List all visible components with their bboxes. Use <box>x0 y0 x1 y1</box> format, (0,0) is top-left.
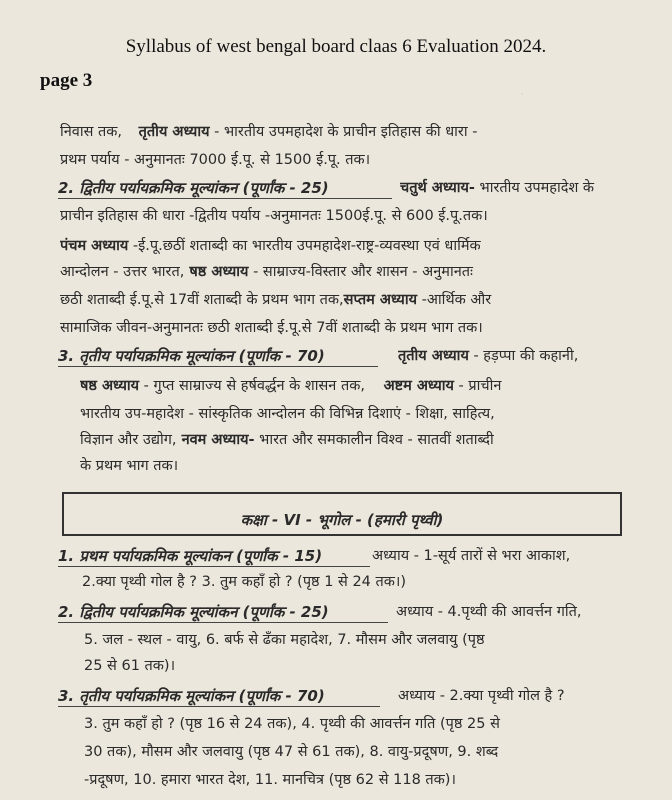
geo-section-heading-3: 3. तृतीय पर्यायक्रमिक मूल्यांकन (पूर्णांक - 70) <box>58 687 325 705</box>
underline <box>58 198 392 199</box>
chapter-label: षष्ठ अध्याय <box>184 264 249 280</box>
underline <box>58 566 370 567</box>
page-number: page 3 <box>40 70 93 91</box>
text: - हड़प्पा की कहानी, <box>468 348 579 364</box>
text: आन्दोलन - उत्तर भारत, <box>60 264 185 280</box>
s2-line-1 <box>400 178 660 198</box>
chapter-label: चतुर्थ अध्याय- <box>400 180 475 196</box>
s1-line-1 <box>60 122 660 142</box>
chapter-label: अष्टम अध्याय <box>383 378 454 394</box>
geography-title: कक्षा - VI - भूगोल - (हमारी पृथ्वी) <box>240 511 444 529</box>
text: - गुप्त साम्राज्य से हर्षवर्द्धन के शासन तक, <box>139 378 365 394</box>
text: निवास तक, <box>60 124 123 140</box>
underline <box>58 366 378 367</box>
s2-line-4 <box>60 262 660 282</box>
text: -आर्थिक और <box>417 292 492 308</box>
geo-section-heading-1: 1. प्रथम पर्यायक्रमिक मूल्यांकन (पूर्णांक - 15) <box>58 547 323 565</box>
s2-line-5 <box>60 290 660 310</box>
underline <box>58 706 380 707</box>
chapter-label: तृतीय अध्याय <box>398 348 469 364</box>
text: - साम्राज्य-विस्तार और शासन - अनुमानतः <box>248 264 473 280</box>
s3-line-4 <box>80 430 660 450</box>
geo-s2-line-1: अध्याय - 4.पृथ्वी की आवर्त्तन गति, <box>396 604 582 620</box>
section-heading-3: 3. तृतीय पर्यायक्रमिक मूल्यांकन (पूर्णांक - 70) <box>58 347 325 365</box>
s3-line-2 <box>80 376 660 396</box>
geo-s3-line-1: अध्याय - 2.क्या पृथ्वी गोल है ? <box>398 688 565 704</box>
text: - भारतीय उपमहादेश के प्राचीन इतिहास की धारा - <box>214 124 478 140</box>
geo-s1-line-2: 2.क्या पृथ्वी गोल है ? 3. तुम कहाँ हो ? (पृष्ठ 1 से 24 तक।) <box>82 574 407 590</box>
s2-line-2: प्राचीन इतिहास की धारा -द्वितीय पर्याय -अनुमानतः 1500ई.पू. से 600 ई.पू.तक। <box>60 208 488 224</box>
geo-s3-line-2: 3. तुम कहाँ हो ? (पृष्ठ 16 से 24 तक), 4. पृथ्वी की आवर्त्तन गति (पृष्ठ 25 से <box>84 716 500 732</box>
chapter-label: तृतीय अध्याय <box>138 124 210 140</box>
section-heading-2: 2. द्वितीय पर्यायक्रमिक मूल्यांकन (पूर्णांक - 25) <box>58 179 329 197</box>
text: - प्राचीन <box>453 378 502 394</box>
bleed-through: · <box>520 88 525 103</box>
text: छठी शताब्दी ई.पू.से 17वीं शताब्दी के प्रथम भाग तक, <box>60 292 344 308</box>
text: भारत और समकालीन विश्व - सातवीं शताब्दी <box>254 432 494 448</box>
s3-line-3: भारतीय उप-महादेश - सांस्कृतिक आन्दोलन की विभिन्न दिशाएं - शिक्षा, साहित्य, <box>80 406 495 422</box>
s2-line-3 <box>60 236 660 256</box>
underline <box>58 622 388 623</box>
s3-line-5: के प्रथम भाग तक। <box>80 458 179 474</box>
text: -ई.पू.छठीं शताब्दी का भारतीय उपमहादेश-राष्ट्र-व्यवस्था एवं धार्मिक <box>128 238 481 254</box>
s1-line-2: प्रथम पर्याय - अनुमानतः 7000 ई.पू. से 1500 ई.पू. तक। <box>60 152 371 168</box>
chapter-label: नवम अध्याय- <box>176 432 255 448</box>
geo-section-heading-2: 2. द्वितीय पर्यायक्रमिक मूल्यांकन (पूर्णांक - 25) <box>58 603 329 621</box>
text: भारतीय उपमहादेश के <box>474 180 595 196</box>
geo-s2-line-3: 25 से 61 तक)। <box>84 658 176 674</box>
chapter-label: सप्तम अध्याय <box>343 292 417 308</box>
chapter-label: पंचम अध्याय <box>60 238 129 254</box>
geo-s1-line-1: अध्याय - 1-सूर्य तारों से भरा आकाश, <box>372 548 571 564</box>
text: विज्ञान और उद्योग, <box>80 432 177 448</box>
geo-s3-line-4: -प्रदूषण, 10. हमारा भारत देश, 11. मानचित्र (पृष्ठ 62 से 118 तक)। <box>84 772 456 788</box>
page-title: Syllabus of west bengal board claas 6 Evaluation 2024. <box>125 36 547 57</box>
geo-s3-line-3: 30 तक), मौसम और जलवायु (पृष्ठ 47 से 61 तक), 8. वायु-प्रदूषण, 9. शब्द <box>84 744 499 760</box>
s3-line-1 <box>398 346 660 366</box>
geo-s2-line-2: 5. जल - स्थल - वायु, 6. बर्फ से ढँका महादेश, 7. मौसम और जलवायु (पृष्ठ <box>84 632 485 648</box>
s2-line-6: सामाजिक जीवन-अनुमानतः छठी शताब्दी ई.पू.से 7वीं शताब्दी के प्रथम भाग तक। <box>60 320 483 336</box>
chapter-label: षष्ठ अध्याय <box>80 378 140 394</box>
